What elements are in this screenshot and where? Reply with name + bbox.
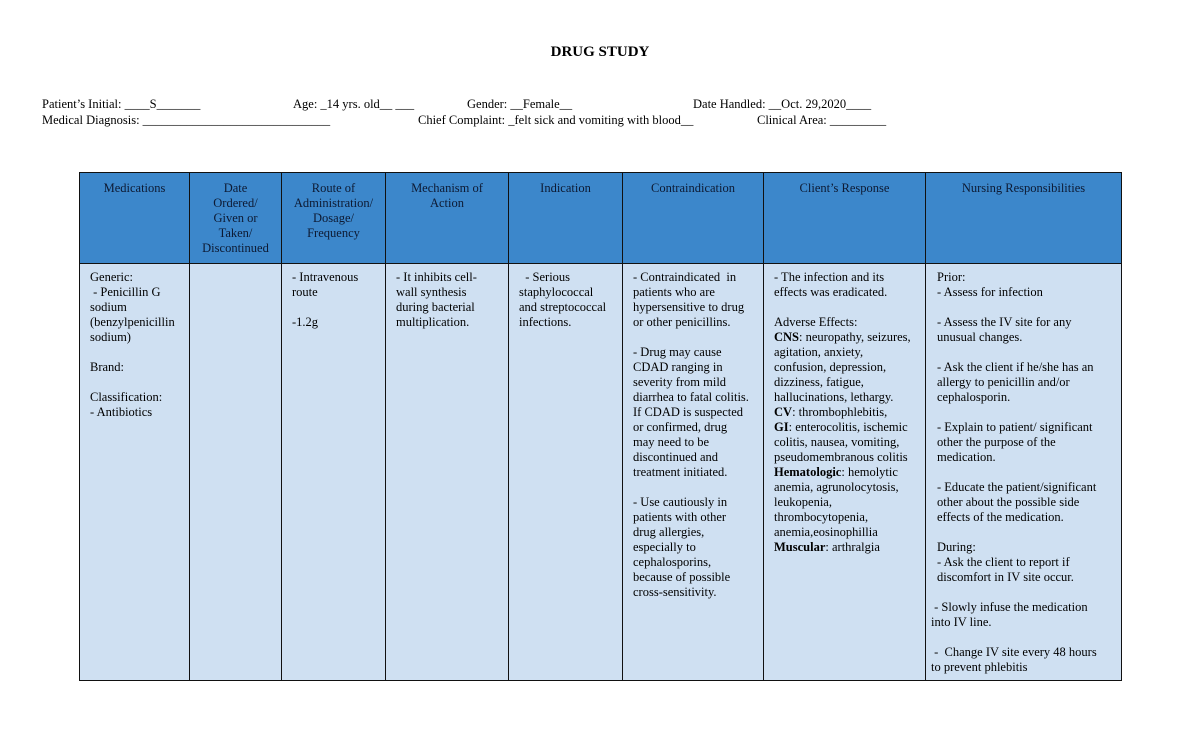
cell-medications: Generic: - Penicillin G sodium (benzylpenicillin sodium) Brand: Classification: - Antibiotics	[80, 264, 190, 681]
medical-diagnosis: Medical Diagnosis: ______________________________	[42, 113, 331, 127]
document-title: DRUG STUDY	[550, 44, 650, 60]
header-medications: Medications	[80, 173, 190, 264]
cell-route: - Intravenous route -1.2g	[282, 264, 386, 681]
cell-client-response: - The infection and its effects was eradicated. Adverse Effects: CNS: neuropathy, seizures, agitation, anxiety, confusion, depression, dizziness, fatigue, hallucinations, lethargy. CV: thrombophlebitis, GI: enterocolitis, ischemic colitis, nausea, vomiting, pseudomembranous colitis Hematologic: hemolytic anemia, agrunolocytosis, leukopenia, thrombocytopenia, anemia,eosinophillia Muscular: arthralgia	[764, 264, 926, 681]
patient-age: Age: _14 yrs. old__ ___	[293, 97, 415, 111]
chief-complaint: Chief Complaint: _felt sick and vomiting with blood__	[418, 113, 694, 127]
drug-study-table	[79, 172, 1122, 681]
header-nursing: Nursing Responsibilities	[926, 173, 1122, 264]
patient-gender: Gender: __Female__	[467, 97, 573, 111]
header-client-response: Client’s Response	[764, 173, 926, 264]
header-contraindication: Contraindication	[623, 173, 764, 264]
header-date: Date Ordered/ Given or Taken/ Discontinued	[190, 173, 282, 264]
header-route: Route of Administration/ Dosage/ Frequency	[282, 173, 386, 264]
header-indication: Indication	[509, 173, 623, 264]
header-mechanism: Mechanism of Action	[386, 173, 509, 264]
cell-indication: - Serious staphylococcal and streptococcal infections.	[509, 264, 623, 681]
table-header-row	[80, 173, 1122, 264]
clinical-area: Clinical Area: _________	[757, 113, 887, 127]
table-row	[80, 264, 1122, 681]
patient-initial: Patient’s Initial: ____S_______	[42, 97, 201, 111]
cell-mechanism: - It inhibits cell- wall synthesis during bacterial multiplication.	[386, 264, 509, 681]
cell-nursing: Prior: - Assess for infection - Assess the IV site for any unusual changes. - Ask the client if he/she has an allergy to penicillin and/or cephalosporin. - Explain to patient/ significant other the purpose of the medication. - Educate the patient/significant other about the possible side effects of the medication. During: - Ask the client to report if discomfort in IV site occur. - Slowly infuse the medication into IV line. - Change IV site every 48 hours to prevent phlebitis	[926, 264, 1122, 681]
cell-date	[190, 264, 282, 681]
cell-contraindication: - Contraindicated in patients who are hypersensitive to drug or other penicillins. - Drug may cause CDAD ranging in severity from mild diarrhea to fatal colitis. If CDAD is suspected or confirmed, drug may need to be discontinued and treatment initiated. - Use cautiously in patients with other drug allergies, especially to cephalosporins, because of possible cross-sensitivity.	[623, 264, 764, 681]
date-handled: Date Handled: __Oct. 29,2020____	[693, 97, 872, 111]
